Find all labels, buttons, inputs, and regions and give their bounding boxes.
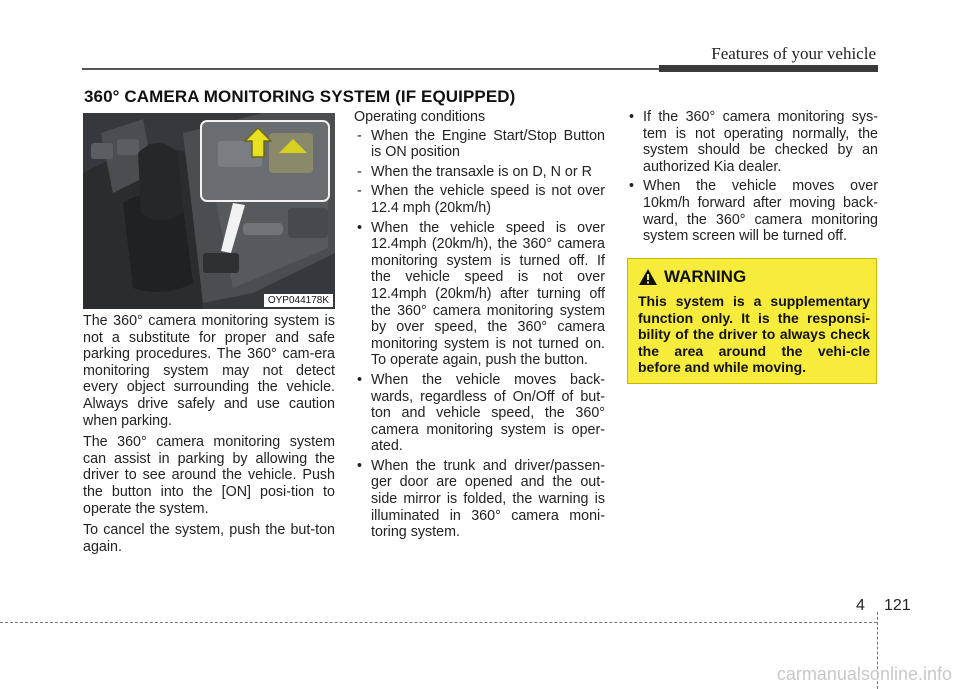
item-text: When the vehicle speed is over 12.4mph (20km/h), the 360° camera monitoring system is turned off. If the vehicle speed is not over 12.4mph (20km/h) after turning off the 360° camera monitoring system by over speed, the 360° camera monitoring system is not turned on. To operate again, push the button. bbox=[371, 219, 605, 369]
column-2 bbox=[354, 109, 605, 544]
paragraph: The 360° camera monitoring system can assist in parking by allowing the driver to see around the vehicle. Push the button into the [ON] posi-tion to operate the system. bbox=[83, 434, 335, 517]
bullet-marker: • bbox=[357, 219, 363, 236]
section-title: 360° CAMERA MONITORING SYSTEM (IF EQUIPPED) bbox=[84, 87, 516, 106]
bullet-marker: • bbox=[629, 109, 635, 125]
bullet-marker: • bbox=[357, 457, 363, 474]
item-text: When the vehicle speed is not over 12.4 mph (20km/h) bbox=[371, 183, 605, 216]
header-tab bbox=[659, 65, 878, 72]
warning-box bbox=[627, 258, 877, 384]
paragraph: The 360° camera monitoring system is not a substitute for proper and safe parking procedures. The 360° cam-era monitoring system may not detect every object surrounding the vehicle. Always drive safely and use caution when parking. bbox=[83, 313, 335, 429]
footer-rule bbox=[0, 622, 877, 623]
dash-marker: - bbox=[357, 163, 362, 180]
dash-marker: - bbox=[357, 127, 362, 144]
list-item bbox=[354, 128, 605, 161]
page-number: 121 bbox=[884, 597, 911, 614]
list-item bbox=[354, 372, 605, 455]
warning-triangle-icon bbox=[638, 268, 658, 286]
item-text: When the Engine Start/Stop Button is ON position bbox=[371, 127, 605, 161]
item-text: When the vehicle moves over 10km/h forward after moving back-ward, the 360° camera monitoring system screen will be turned off. bbox=[643, 178, 878, 245]
conditions-heading: Operating conditions bbox=[354, 109, 486, 125]
warning-text: This system is a supplementary function only. It is the responsi-bility of the driver to always check the area around the vehi-cle before and while moving. bbox=[638, 293, 870, 376]
console-photo bbox=[83, 113, 335, 309]
column-3 bbox=[626, 109, 878, 248]
item-text: When the trunk and driver/passen-ger door are opened and the out-side mirror is folded, the warning is illuminated in 360° camera moni-toring system. bbox=[371, 457, 605, 541]
watermark: carmanualsonline.info bbox=[776, 664, 952, 684]
warning-title: WARNING bbox=[664, 267, 747, 286]
bullet-marker: • bbox=[629, 178, 635, 195]
column-1 bbox=[83, 313, 335, 560]
console-illustration bbox=[83, 113, 335, 309]
header-title: Features of your vehicle bbox=[711, 44, 876, 63]
item-text: When the transaxle is on D, N or R bbox=[371, 163, 592, 180]
paragraph: To cancel the system, push the but-ton again. bbox=[83, 522, 335, 555]
chapter-number: 4 bbox=[856, 597, 865, 614]
list-item bbox=[626, 178, 878, 244]
list-item bbox=[354, 458, 605, 541]
list-item bbox=[354, 164, 605, 181]
list-item bbox=[354, 220, 605, 369]
item-text: If the 360° camera monitoring sys-tem is not operating normally, the system should be checked by an authorized Kia dealer. bbox=[643, 109, 878, 175]
list-item bbox=[354, 183, 605, 216]
dash-marker: - bbox=[357, 183, 362, 200]
item-text: When the vehicle moves back-wards, regardless of On/Off of but-ton and vehicle speed, the 360° camera monitoring system is oper-ated. bbox=[371, 371, 605, 455]
warning-header bbox=[638, 267, 746, 287]
bullet-marker: • bbox=[357, 371, 363, 388]
list-item bbox=[626, 109, 878, 175]
image-code: OYP044178K bbox=[264, 294, 333, 307]
